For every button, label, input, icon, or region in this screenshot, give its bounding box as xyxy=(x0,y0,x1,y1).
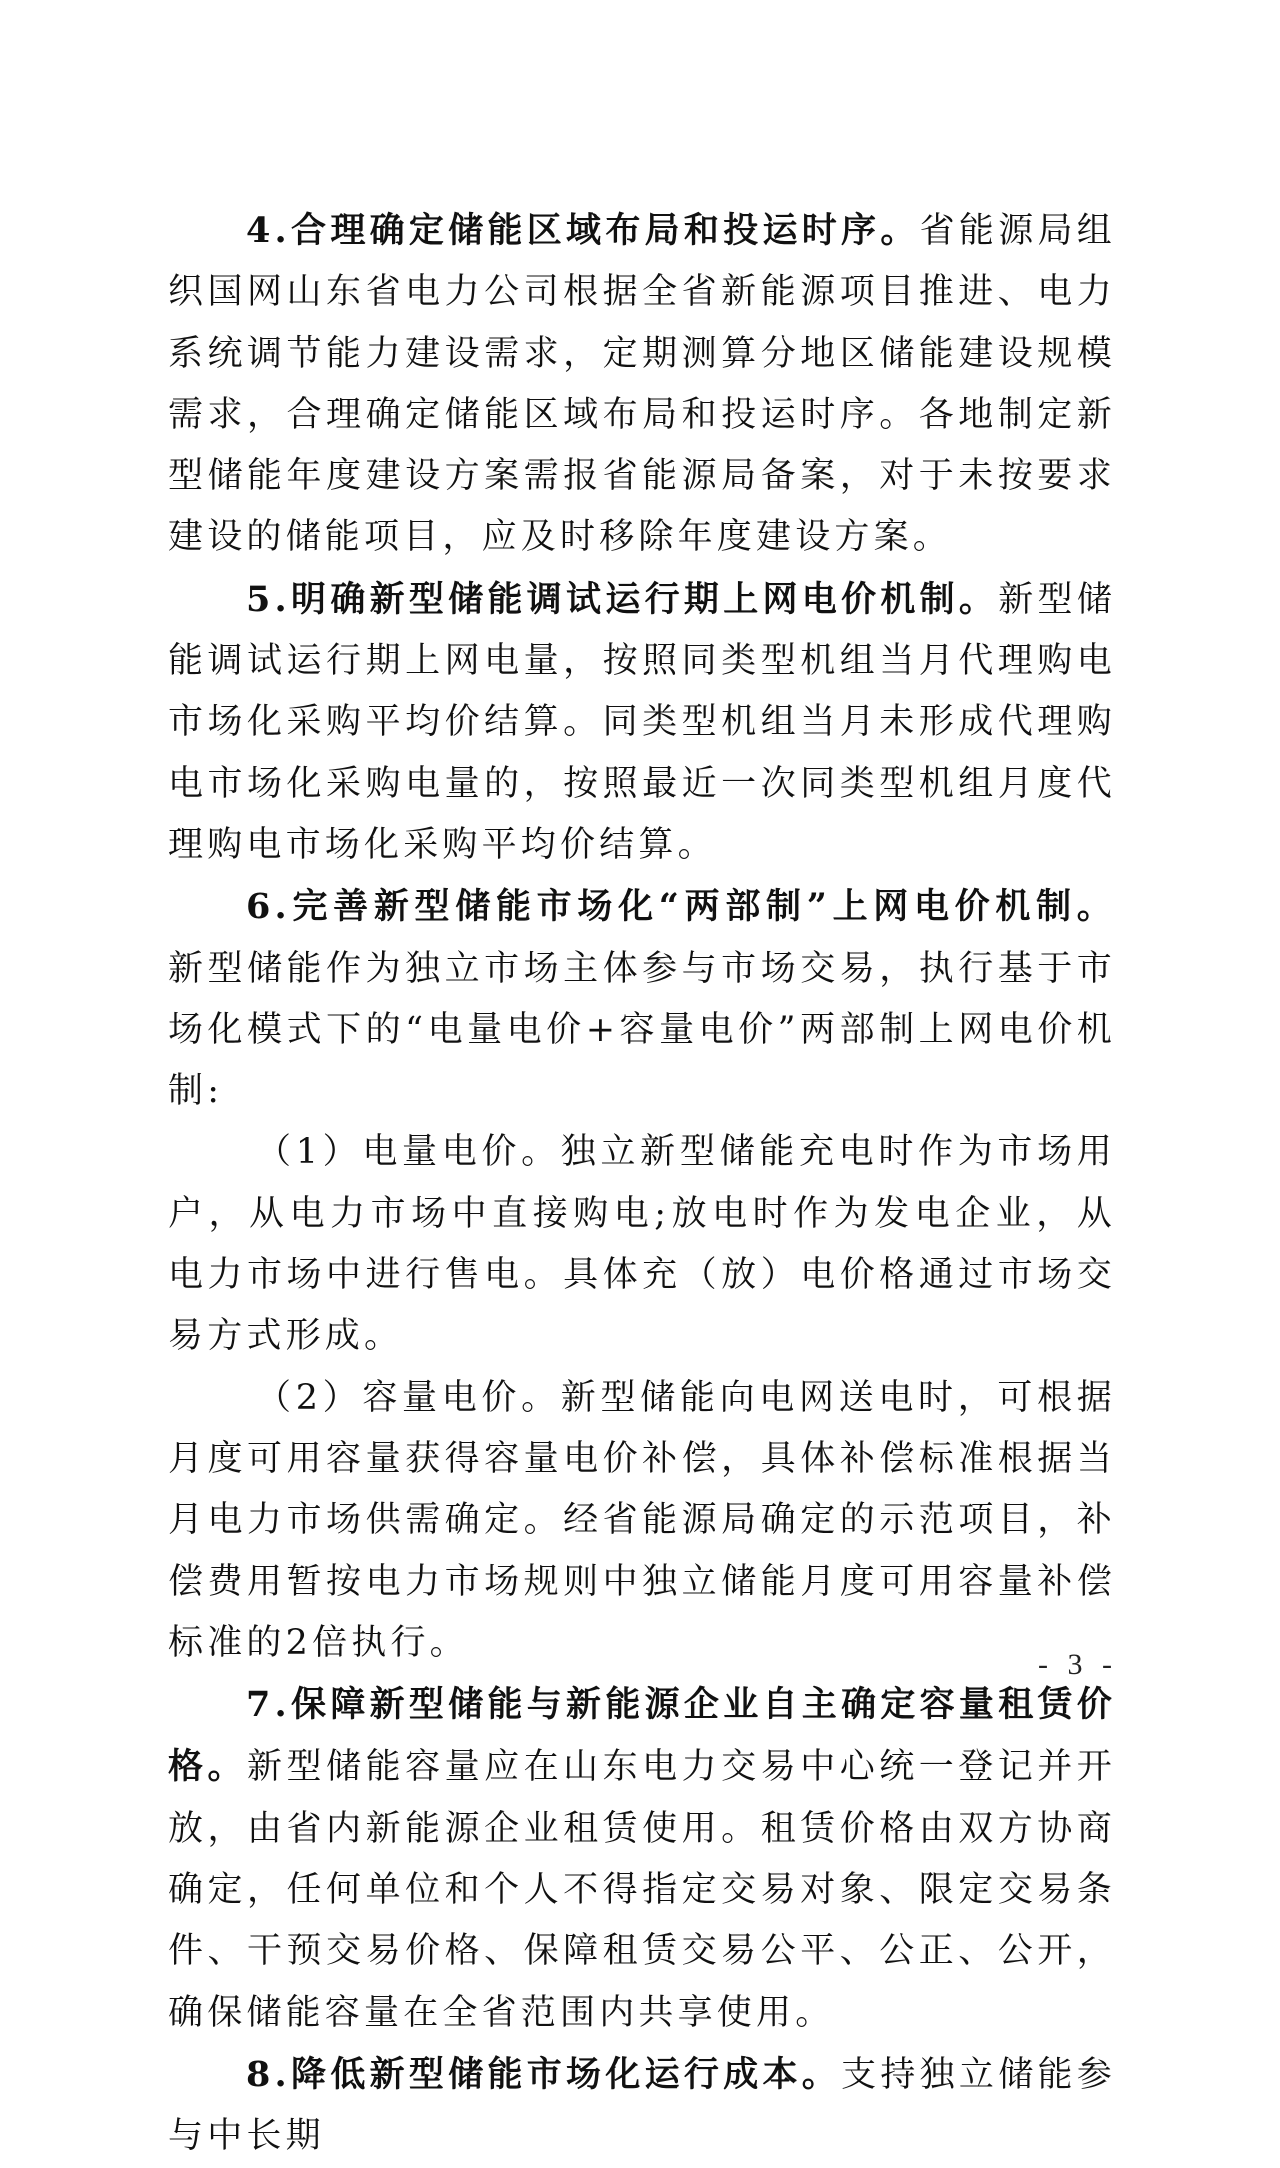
paragraph-5 xyxy=(168,569,1116,876)
paragraph-4 xyxy=(168,200,1116,569)
paragraph-8-heading: 8.降低新型储能市场化运行成本。 xyxy=(246,2053,842,2095)
document-page xyxy=(168,200,1116,2168)
paragraph-5-heading: 5.明确新型储能调试运行期上网电价机制。 xyxy=(246,578,999,620)
paragraph-6 xyxy=(168,876,1116,1122)
paragraph-7-heading: 7.保障新型储能与新能源企业自主确定容量租赁价格。 xyxy=(168,1684,1116,1788)
paragraph-7-body: 新型储能容量应在山东电力交易中心统一登记并开放，由省内新能源企业租赁使用。租赁价格由双方协商确定，任何单位和个人不得指定交易对象、限定交易条件、干预交易价格、保障租赁交易公平、公正、公开，确保储能容量在全省范围内共享使用。 xyxy=(168,1747,1116,2033)
paragraph-6-body: 新型储能作为独立市场主体参与市场交易，执行基于市场化模式下的“电量电价+容量电价”两部制上网电价机制: xyxy=(168,948,1116,1112)
paragraph-4-heading: 4.合理确定储能区域布局和投运时序。 xyxy=(246,210,920,251)
paragraph-6-item-1 xyxy=(168,1122,1116,1367)
paragraph-5-body: 新型储能调试运行期上网电量，按照同类型机组当月代理购电市场化采购平均价结算。同类型机组当月未形成代理购电市场化采购电量的，按照最近一次同类型机组月度代理购电市场化采购平均价结算。 xyxy=(168,579,1116,865)
paragraph-4-body: 省能源局组织国网山东省电力公司根据全省新能源项目推进、电力系统调节能力建设需求，定期测算分地区储能建设规模需求，合理确定储能区域布局和投运时序。各地制定新型储能年度建设方案需报省能源局备案，对于未按要求建设的储能项目，应及时移除年度建设方案。 xyxy=(168,211,1116,558)
page-number: - 3 - xyxy=(1038,1648,1118,1681)
paragraph-8 xyxy=(168,2044,1116,2168)
paragraph-7 xyxy=(168,1674,1116,2044)
paragraph-6-heading: 6.完善新型储能市场化“两部制”上网电价机制。 xyxy=(246,886,1116,928)
paragraph-6-item-1-body: （1）电量电价。独立新型储能充电时作为市场用户，从电力市场中直接购电;放电时作为发电企业，从电力市场中进行售电。具体充（放）电价格通过市场交易方式形成。 xyxy=(168,1132,1116,1357)
paragraph-8-body: 支持独立储能参与中长期 xyxy=(168,2054,1116,2157)
paragraph-6-item-2-body: （2）容量电价。新型储能向电网送电时，可根据月度可用容量获得容量电价补偿，具体补偿标准根据当月电力市场供需确定。经省能源局确定的示范项目，补偿费用暂按电力市场规则中独立储能月度可用容量补偿标准的2倍执行。 xyxy=(168,1377,1116,1663)
paragraph-6-item-2 xyxy=(168,1368,1116,1674)
